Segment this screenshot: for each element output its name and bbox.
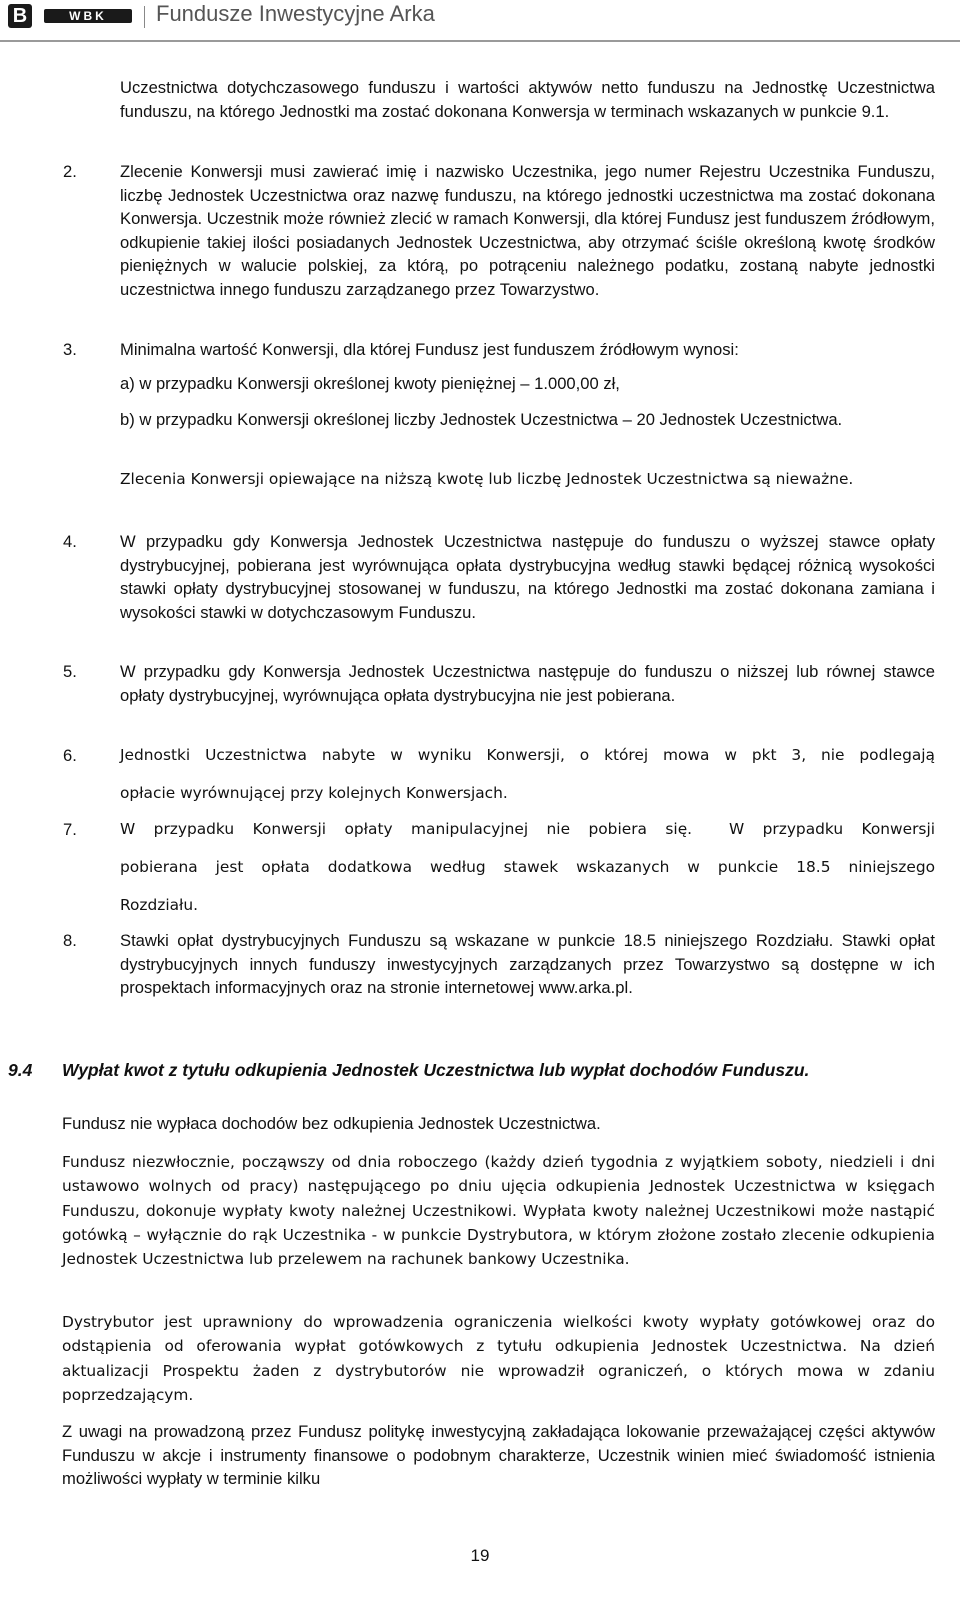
item-number: 4. [63,532,77,551]
section-number: 9.4 [8,1060,33,1080]
page-number: 19 [470,1546,490,1565]
item-number: 2. [63,162,77,181]
section-paragraph: Fundusz niezwłocznie, począwszy od dnia roboczego (każdy dzień tygodnia z wyjątkiem soboty, niedzieli i dni ustawowo wolnych od pracy) następującego po dniu ujęcia odkupienia Jednostek Uczestnictwa w księgach Funduszu, dokonuje wypłaty kwoty należnej Uczestnikowi. Wypłata kwoty należnej Uczestnikowi może nastąpić gotówką – wyłącznie do rąk Uczestnika - w punkcie Dystrybutora, w którym złożone zostało zlecenie odkupienia Jednostek Uczestnictwa lub przelewem na rachunek bankowy Uczestnika. [62,1153,935,1269]
item-7-line-2: pobierana jest opłata dodatkowa według stawek wskazanych w punkcie 18.5 niniejszego [120,858,935,876]
item-7-line-1: W przypadku Konwersji opłaty manipulacyjnej nie pobiera się. W przypadku Konwersji [120,820,935,838]
item-4-text: W przypadku gdy Konwersja Jednostek Uczestnictwa następuje do funduszu o wyższej stawce opłaty dystrybucyjnej, pobierana jest wyrównująca opłata dystrybucyjna według stawki będącej różnicą wysokości stawki opłaty dystrybucyjnej stosowanej w funduszu, na którego Jednostki ma zostać dokonana zamiana i wysokości stawki w dotychczasowym Funduszu. [120,532,935,622]
item-6-line-1: Jednostki Uczestnictwa nabyte w wyniku Konwersji, o której mowa w pkt 3, nie podlegają [120,746,935,764]
item-3-sub-a: a) w przypadku Konwersji określonej kwoty pieniężnej – 1.000,00 zł, [120,374,620,393]
item-5-text: W przypadku gdy Konwersja Jednostek Uczestnictwa następuje do funduszu o niższej lub równej stawce opłaty dystrybucyjnej, wyrównująca opłata dystrybucyjna nie jest pobierana. [120,662,935,705]
item-number: 8. [63,931,77,950]
item-3-text: Minimalna wartość Konwersji, dla której Fundusz jest funduszem źródłowym wynosi: [120,340,739,359]
bz-logo-icon: B [8,4,32,28]
item-2-text: Zlecenie Konwersji musi zawierać imię i nazwisko Uczestnika, jego numer Rejestru Uczestnika Funduszu, liczbę Jednostek Uczestnictwa oraz nazwę funduszu, na którego jednostki uczestnictwa ma zostać dokonana Konwersja. Uczestnik może również zlecić w ramach Konwersji, dla której Fundusz jest funduszem źródłowym, odkupienie takiej ilości posiadanych Jednostek Uczestnictwa, aby otrzymać ściśle określoną kwotę środków pieniężnych w walucie polskiej, za którą, po potrąceniu należnego podatku, zostaną nabyte jednostki uczestnictwa innego funduszu zarządzanego przez Towarzystwo. [120,162,935,299]
item-number: 7. [63,820,77,839]
item-8-text: Stawki opłat dystrybucyjnych Funduszu są wskazane w punkcie 18.5 niniejszego Rozdziału. Stawki opłat dystrybucyjnych innych funduszy inwestycyjnych zarządzanych przez Towarzystwo są dostępne w ich prospektach informacyjnych oraz na stronie internetowej www.arka.pl. [120,931,935,998]
section-paragraph: Dystrybutor jest uprawniony do wprowadzenia ograniczenia wielkości kwoty wypłaty gotówkowej oraz do odstąpienia od oferowania wypłat gotówkowych z tytułu odkupienia Jednostek Uczestnictwa. Na dzień aktualizacji Prospektu żaden z dystrybutorów nie wprowadził ograniczeń, o których mowa w zdaniu poprzedzającym. [62,1313,935,1404]
page-header [0,0,960,42]
header-title: Fundusze Inwestycyjne Arka [156,1,435,26]
section-paragraph: Z uwagi na prowadzoną przez Fundusz politykę inwestycyjną zakładająca lokowanie przeważającej części aktywów Funduszu w akcje i instrumenty finansowe o podobnym charakterze, Uczestnik winien mieć świadomość istnienia możliwości wypłaty w terminie kilku [62,1422,935,1489]
header-divider [144,6,145,28]
item-number: 6. [63,746,77,765]
item-3-note: Zlecenia Konwersji opiewające na niższą kwotę lub liczbę Jednostek Uczestnictwa są nieważne. [120,470,854,488]
header-rule [0,40,960,42]
item-number: 5. [63,662,77,681]
item-7-line-3: Rozdziału. [120,896,199,914]
section-title: Wypłat kwot z tytułu odkupienia Jednostek Uczestnictwa lub wypłat dochodów Funduszu. [62,1060,810,1080]
section-paragraph: Fundusz nie wypłaca dochodów bez odkupienia Jednostek Uczestnictwa. [62,1114,601,1133]
item-3-sub-b: b) w przypadku Konwersji określonej liczby Jednostek Uczestnictwa – 20 Jednostek Uczestnictwa. [120,410,843,429]
intro-paragraph: Uczestnictwa dotychczasowego funduszu i wartości aktywów netto funduszu na Jednostkę Uczestnictwa funduszu, na którego Jednostki ma zostać dokonana Konwersja w terminach wskazanych w punkcie 9.1. [120,78,935,121]
item-6-line-2: opłacie wyrównującej przy kolejnych Konwersjach. [120,784,508,802]
item-number: 3. [63,340,77,359]
wbk-logo: WBK [44,9,132,23]
